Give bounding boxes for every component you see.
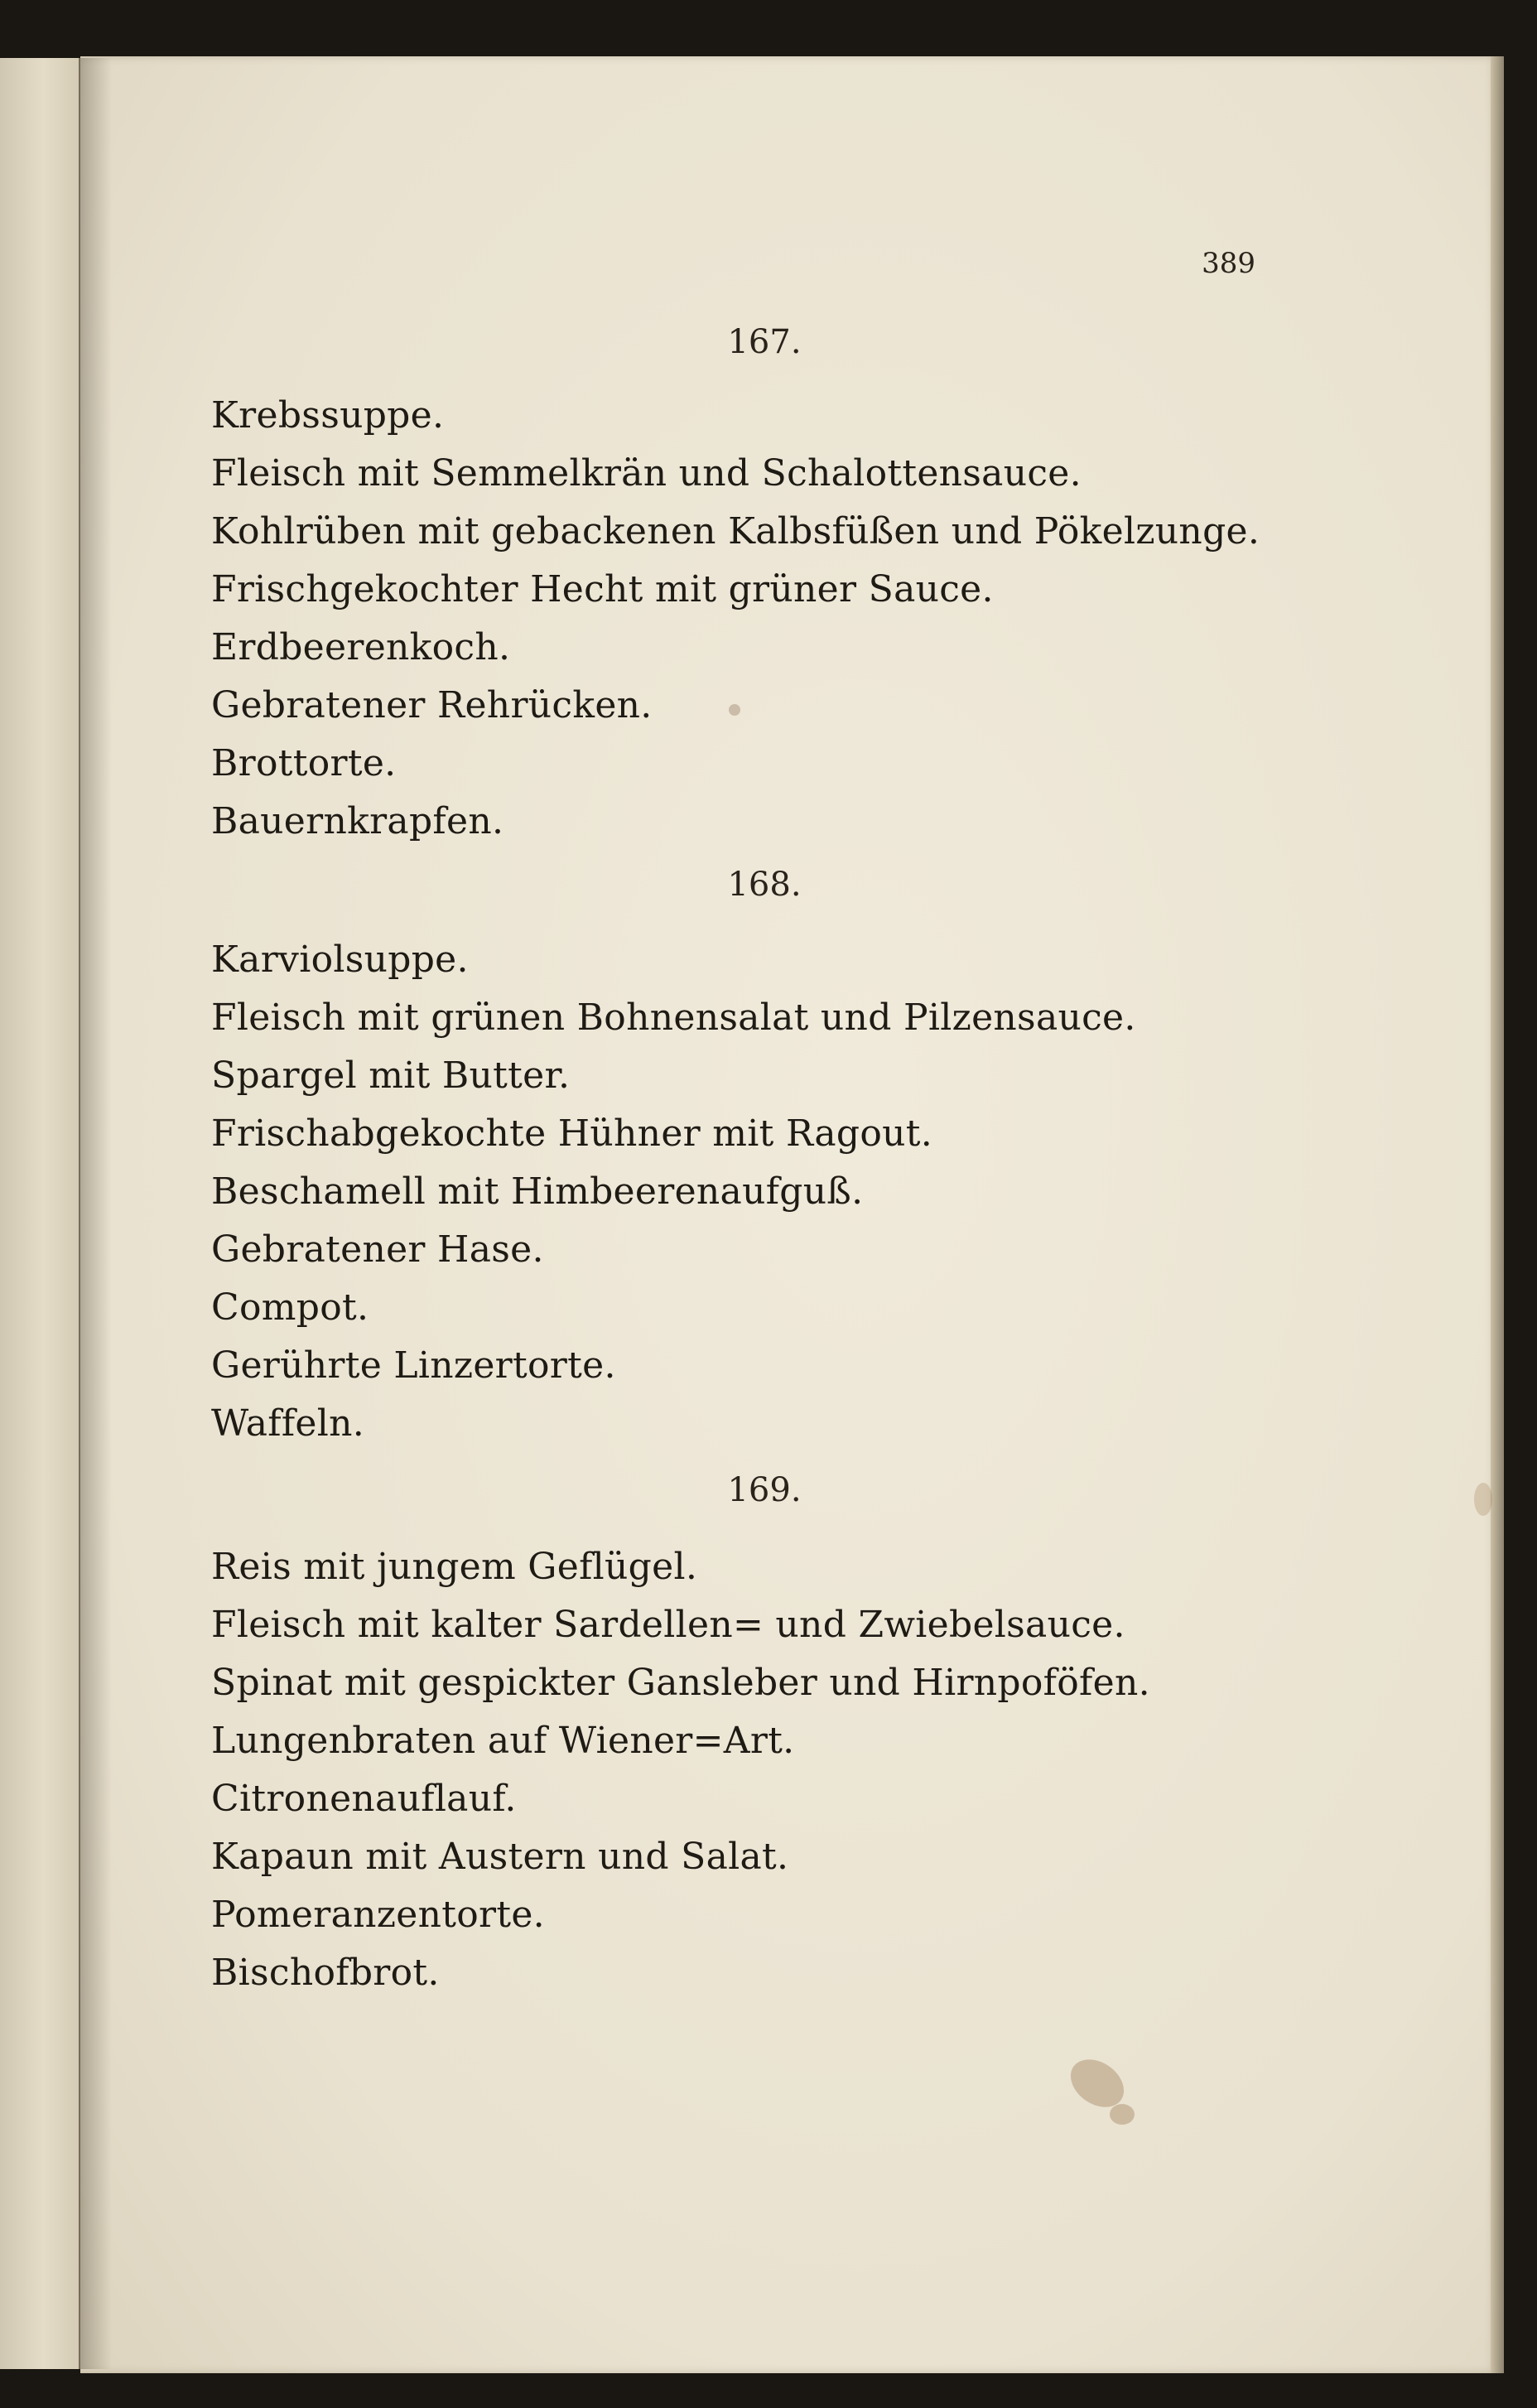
menu-item: Spinat mit gespickter Gansleber und Hirnpoföfen.	[211, 1662, 1150, 1704]
menu-item: Compot.	[211, 1286, 369, 1329]
menu-item: Frischabgekochte Hühner mit Ragout.	[211, 1112, 933, 1155]
page-number: 389	[1202, 247, 1255, 280]
menu-item: Gebratener Rehrücken.	[211, 684, 653, 726]
menu-item: Citronenauflauf.	[211, 1778, 517, 1820]
menu-item: Pomeranzentorte.	[211, 1894, 545, 1936]
facing-page-edge	[0, 58, 80, 2369]
menu-item: Bischofbrot.	[211, 1952, 440, 1994]
menu-item: Fleisch mit grünen Bohnensalat und Pilzensauce.	[211, 996, 1136, 1039]
menu-item: Kapaun mit Austern und Salat.	[211, 1836, 789, 1878]
menu-item: Karviolsuppe.	[211, 939, 469, 981]
menu-item: Frischgekochter Hecht mit grüner Sauce.	[211, 568, 994, 610]
gutter-shadow	[79, 58, 112, 2369]
page-fore-edge	[1491, 56, 1504, 2373]
menu-item: Bauernkrapfen.	[211, 800, 504, 842]
menu-list-168	[211, 931, 1136, 1453]
menu-item: Fleisch mit kalter Sardellen= und Zwiebelsauce.	[211, 1604, 1125, 1646]
menu-item: Gerührte Linzertorte.	[211, 1344, 616, 1387]
section-number-169: 169.	[727, 1471, 802, 1509]
menu-item: Reis mit jungem Geflügel.	[211, 1546, 698, 1588]
menu-item: Beschamell mit Himbeerenaufguß.	[211, 1170, 864, 1213]
menu-item: Krebssuppe.	[211, 394, 445, 437]
menu-item: Fleisch mit Semmelkrän und Schalottensauce.	[211, 452, 1082, 495]
menu-item: Waffeln.	[211, 1402, 365, 1445]
menu-list-169	[211, 1538, 1150, 2002]
menu-item: Gebratener Hase.	[211, 1228, 544, 1271]
section-number-168: 168.	[727, 866, 802, 904]
menu-item: Lungenbraten auf Wiener=Art.	[211, 1720, 795, 1762]
menu-item: Erdbeerenkoch.	[211, 626, 511, 668]
section-number-167: 167.	[727, 323, 802, 361]
paper-stain	[1110, 2104, 1135, 2125]
menu-item: Kohlrüben mit gebackenen Kalbsfüßen und Pökelzunge.	[211, 510, 1260, 553]
menu-item: Spargel mit Butter.	[211, 1054, 571, 1097]
menu-list-167	[211, 387, 1260, 851]
menu-item: Brottorte.	[211, 742, 397, 784]
